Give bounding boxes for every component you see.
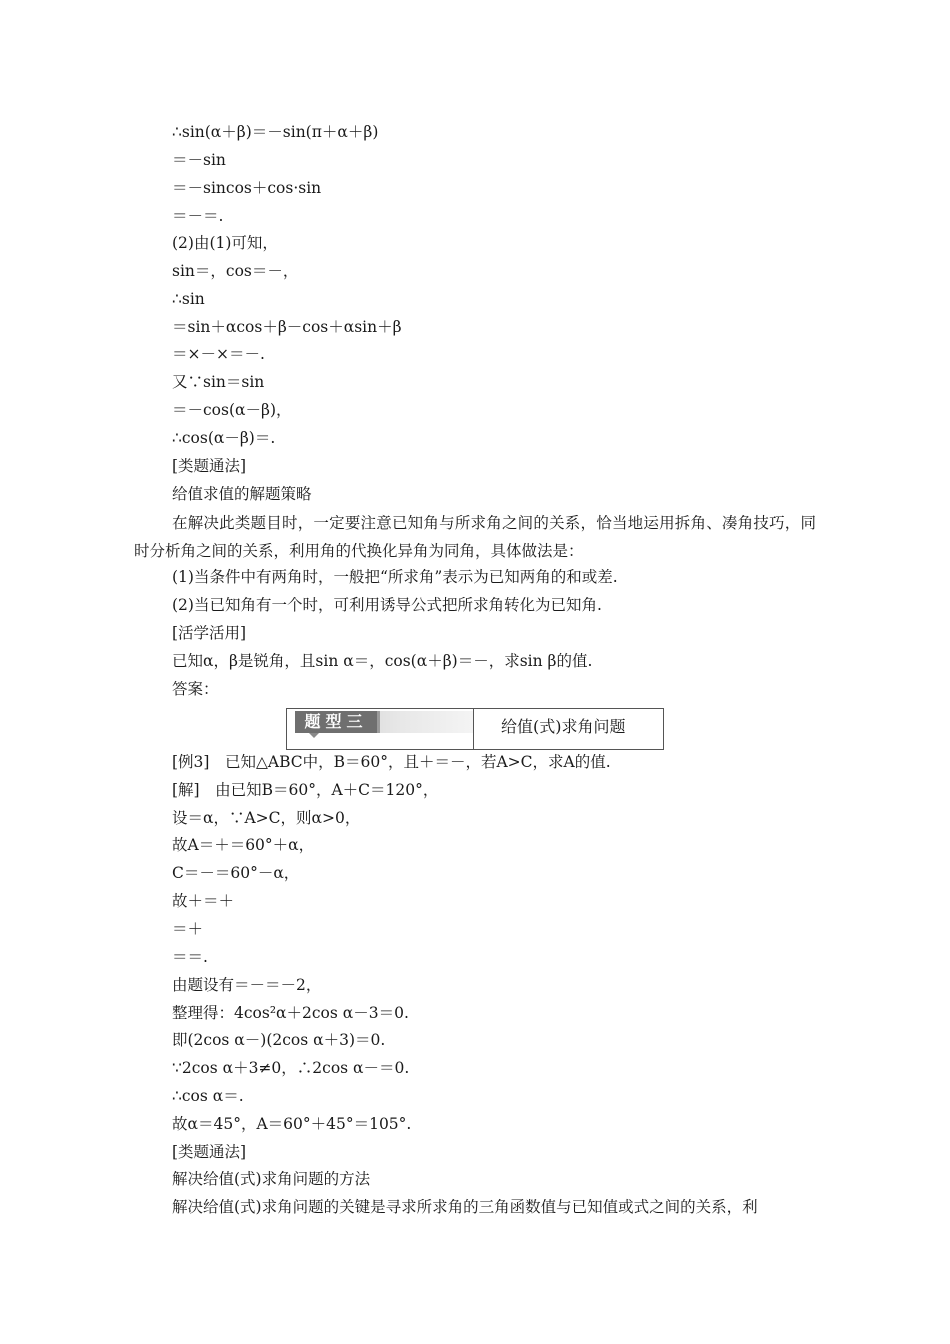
solution-line: ＝－＝. [172,207,224,225]
solution-line: ＝＋ [172,920,204,938]
banner-label: 题型三 [295,711,380,733]
section-heading: 给值求值的解题策略 [172,485,312,503]
solution-line: ＝×－×＝－. [172,345,265,363]
solution-line: 由题设有＝－＝－2， [172,976,322,994]
practice-question: 已知α，β是锐角，且sin α＝，cos(α＋β)＝－，求sin β的值. [172,652,593,670]
section-tag: [类题通法] [172,457,247,475]
solution-line: ∴sin [172,290,205,308]
section-tag: [活学活用] [172,624,247,642]
method-point: (1)当条件中有两角时，一般把“所求角”表示为已知两角的和或差. [172,568,618,586]
solution-line: ＝＝. [172,948,208,966]
section-heading: 解决给值(式)求角问题的方法 [172,1170,371,1188]
solution-line: ∵2cos α＋3≠0，∴2cos α－＝0. [172,1059,410,1077]
solution-line: sin＝，cos＝－， [172,262,299,280]
banner-title: 给值(式)求角问题 [501,717,626,736]
example-line: [例3] 已知△ABC中，B＝60°，且＋＝－，若A>C，求A的值. [172,753,611,771]
solution-line: 即(2cos α－)(2cos α＋3)＝0. [172,1031,386,1049]
solution-line: 故α＝45°，A＝60°＋45°＝105°. [172,1115,412,1133]
solution-line: 故＋＝＋ [172,892,235,910]
method-paragraph: 在解决此类题目时，一定要注意已知角与所求角之间的关系，恰当地运用拆角、凑角技巧，同时分析角之间的关系，利用角的代换化异角为同角，具体做法是： [134,514,816,560]
method-paragraph: 解决给值(式)求角问题的关键是寻求所求角的三角函数值与已知值或式之间的关系，利 [172,1198,758,1216]
solution-line: ＝sin＋αcos＋β－cos＋αsin＋β [172,318,402,336]
solution-line: ∴sin(α＋β)＝－sin(π＋α＋β) [172,123,379,141]
solution-line: 设＝α，∵A>C，则α>0， [172,809,361,827]
question-type-banner [286,708,664,750]
solution-line: ∴cos(α－β)＝. [172,429,276,447]
answer-label: 答案： [172,680,219,698]
solution-line: 故A＝＋＝60°＋α， [172,836,315,854]
solution-line: 又∵sin＝sin [172,373,265,391]
solution-line: (2)由(1)可知， [172,234,278,252]
solution-line: C＝－＝60°－α， [172,864,300,882]
solution-line: 整理得：4cos²α＋2cos α－3＝0. [172,1004,409,1022]
section-tag: [类题通法] [172,1143,247,1161]
solution-line: ＝－sin [172,151,226,169]
banner-pointer-icon [309,733,319,738]
method-point: (2)当已知角有一个时，可利用诱导公式把所求角转化为已知角. [172,596,602,614]
banner-divider [473,709,474,749]
solution-line: ∴cos α＝. [172,1087,244,1105]
solution-line: ＝－sincos＋cos·sin [172,179,322,197]
solution-line: [解] 由已知B＝60°，A＋C＝120°， [172,781,439,799]
solution-line: ＝－cos(α－β)， [172,401,292,419]
